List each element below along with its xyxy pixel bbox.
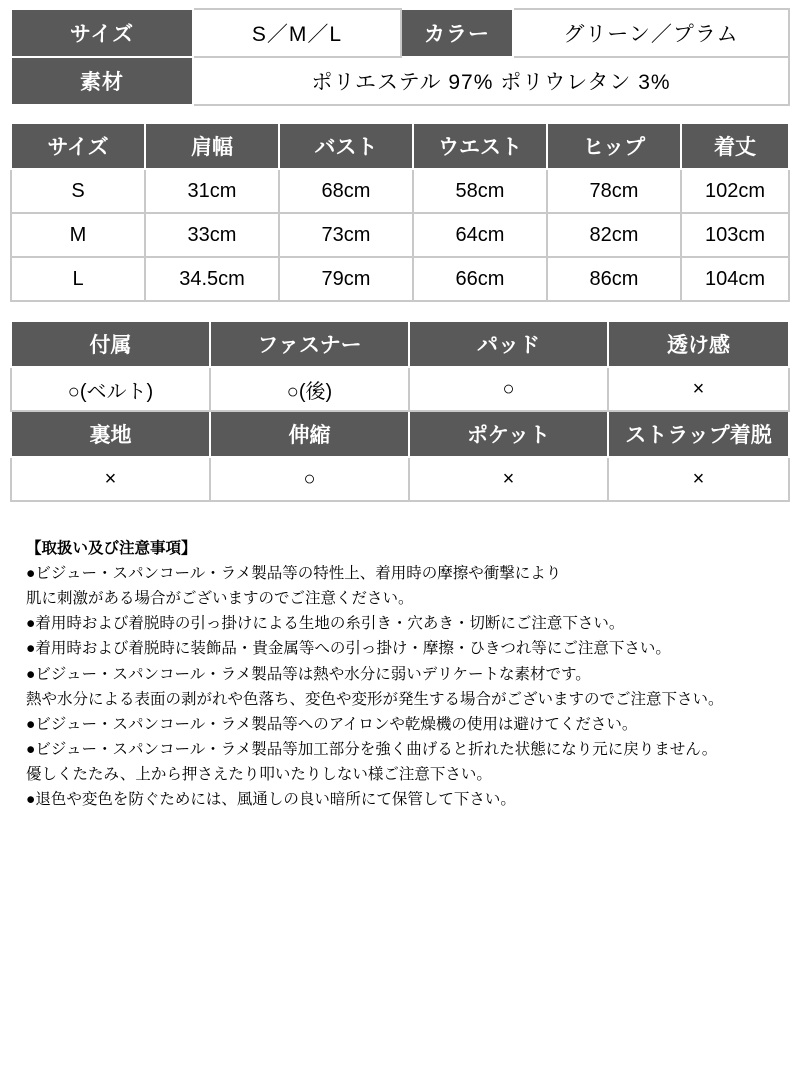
care-note-line: ●ビジュー・スパンコール・ラメ製品等は熱や水分に弱いデリケートな素材です。 [26, 665, 591, 683]
cell-shoulder-m: 33cm [145, 213, 279, 257]
spacer [10, 302, 790, 320]
table-row [11, 213, 789, 257]
column-header-shoulder: 肩幅 [145, 123, 279, 169]
feature-header-sheerness: 透け感 [608, 321, 789, 367]
table-header-row [11, 123, 789, 169]
feature-value-pocket: × [409, 457, 608, 501]
cell-shoulder-s: 31cm [145, 169, 279, 213]
cell-waist-m: 64cm [413, 213, 547, 257]
cell-size-l: L [11, 257, 145, 301]
column-header-hip: ヒップ [547, 123, 681, 169]
cell-waist-s: 58cm [413, 169, 547, 213]
spec-label-size: サイズ [11, 9, 193, 57]
care-note-line: ●ビジュー・スパンコール・ラメ製品等へのアイロンや乾燥機の使用は避けてください。 [26, 715, 638, 733]
table-row [11, 9, 789, 57]
care-notes [10, 536, 790, 812]
care-notes-title: 【取扱い及び注意事項】 [26, 540, 197, 557]
cell-hip-m: 82cm [547, 213, 681, 257]
cell-length-l: 104cm [681, 257, 789, 301]
care-note-line: ●退色や変色を防ぐためには、風通しの良い暗所にて保管して下さい。 [26, 791, 516, 809]
cell-size-m: M [11, 213, 145, 257]
spacer [10, 106, 790, 122]
features-table [10, 320, 790, 502]
table-header-row [11, 411, 789, 457]
feature-value-accessory: ○(ベルト) [11, 367, 210, 411]
care-note-line: ●ビジュー・スパンコール・ラメ製品等の特性上、着用時の摩擦や衝撃により [26, 565, 562, 583]
cell-length-m: 103cm [681, 213, 789, 257]
table-row [11, 169, 789, 213]
feature-header-lining: 裏地 [11, 411, 210, 457]
cell-size-s: S [11, 169, 145, 213]
cell-hip-s: 78cm [547, 169, 681, 213]
table-header-row [11, 321, 789, 367]
cell-waist-l: 66cm [413, 257, 547, 301]
feature-header-zipper: ファスナー [210, 321, 409, 367]
care-note-line: ●着用時および着脱時の引っ掛けによる生地の糸引き・穴あき・切断にご注意下さい。 [26, 615, 625, 633]
feature-header-strap-detach: ストラップ着脱 [608, 411, 789, 457]
care-note-line: 肌に刺激がある場合がございますのでご注意ください。 [26, 590, 414, 608]
cell-bust-l: 79cm [279, 257, 413, 301]
spec-value-material: ポリエステル 97% ポリウレタン 3% [193, 57, 789, 105]
spec-label-material: 素材 [11, 57, 193, 105]
feature-header-pad: パッド [409, 321, 608, 367]
measurement-table [10, 122, 790, 302]
care-note-line: ●ビジュー・スパンコール・ラメ製品等加工部分を強く曲げると折れた状態になり元に戻りません。 [26, 740, 718, 758]
feature-value-pad: ○ [409, 367, 608, 411]
feature-value-zipper: ○(後) [210, 367, 409, 411]
feature-value-strap-detach: × [608, 457, 789, 501]
cell-bust-m: 73cm [279, 213, 413, 257]
cell-length-s: 102cm [681, 169, 789, 213]
column-header-bust: バスト [279, 123, 413, 169]
feature-value-lining: × [11, 457, 210, 501]
cell-shoulder-l: 34.5cm [145, 257, 279, 301]
spec-value-size: S／M／L [193, 9, 401, 57]
table-row [11, 457, 789, 501]
spec-table [10, 8, 790, 106]
cell-hip-l: 86cm [547, 257, 681, 301]
care-note-line: 優しくたたみ、上から押さえたり叩いたりしない様ご注意下さい。 [26, 765, 492, 783]
table-row [11, 257, 789, 301]
care-note-line: 熱や水分による表面の剥がれや色落ち、変色や変形が発生する場合がございますのでご注意下さい。 [26, 690, 724, 708]
feature-header-accessory: 付属 [11, 321, 210, 367]
spec-label-color: カラー [401, 9, 513, 57]
feature-value-stretch: ○ [210, 457, 409, 501]
feature-value-sheerness: × [608, 367, 789, 411]
table-row [11, 57, 789, 105]
care-note-line: ●着用時および着脱時に装飾品・貴金属等への引っ掛け・摩擦・ひきつれ等にご注意下さい。 [26, 640, 671, 658]
spec-value-color: グリーン／プラム [513, 9, 789, 57]
table-row [11, 367, 789, 411]
column-header-length: 着丈 [681, 123, 789, 169]
feature-header-stretch: 伸縮 [210, 411, 409, 457]
feature-header-pocket: ポケット [409, 411, 608, 457]
column-header-size: サイズ [11, 123, 145, 169]
column-header-waist: ウエスト [413, 123, 547, 169]
cell-bust-s: 68cm [279, 169, 413, 213]
